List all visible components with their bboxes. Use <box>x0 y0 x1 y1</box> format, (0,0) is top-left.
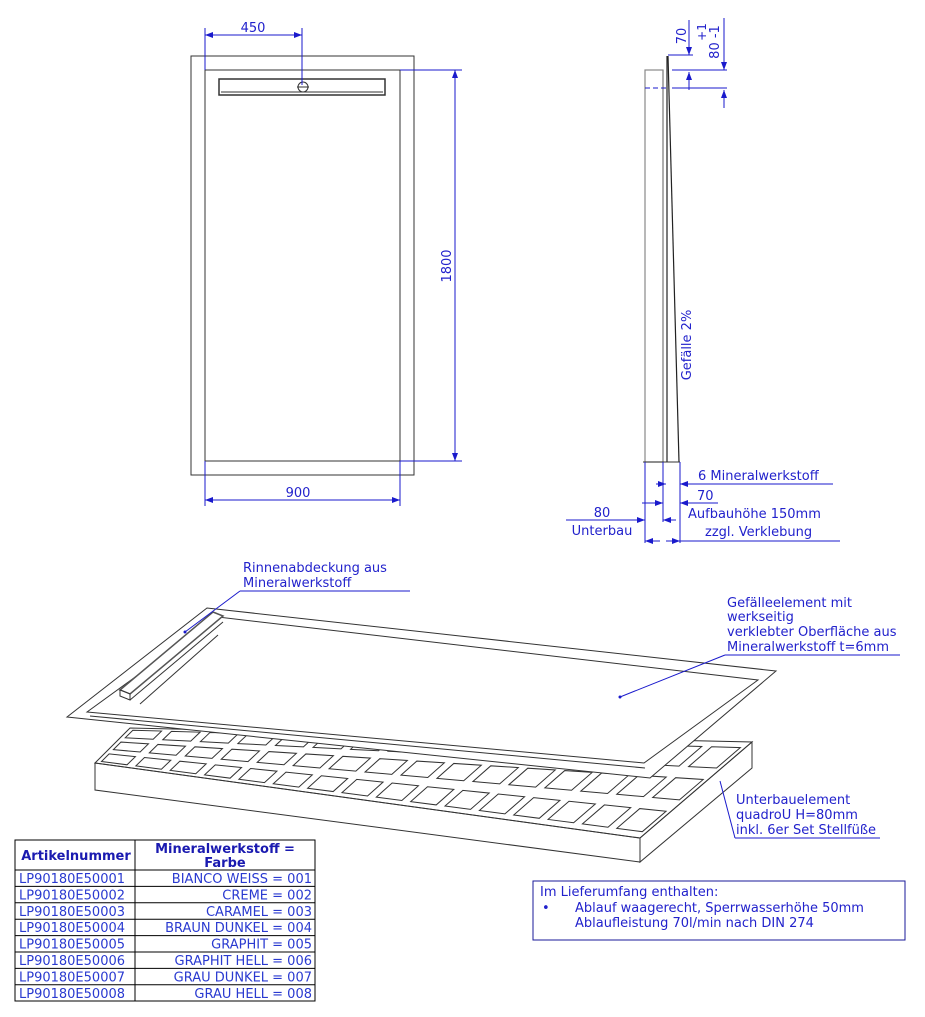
table-row <box>19 970 312 985</box>
grid-hole <box>185 747 222 759</box>
table-row <box>19 905 312 920</box>
tray-inner <box>205 70 400 461</box>
table-row <box>19 921 312 936</box>
material-color: BRAUN DUNKEL = 004 <box>165 921 312 937</box>
grid-hole <box>329 756 370 771</box>
table-row <box>19 872 312 887</box>
scope-line-2: Ablaufleistung 70l/min nach DIN 274 <box>575 916 814 931</box>
dim-80-label: 80 -1 <box>708 25 723 59</box>
material-color: BIANCO WEISS = 001 <box>171 872 312 887</box>
dim-70-top-label: 70 <box>675 27 690 45</box>
article-table <box>15 840 315 1002</box>
svg-text:Gefälleelement mit: Gefälleelement mit <box>727 596 852 611</box>
scope-line-1: Ablauf waagerecht, Sperrwasserhöhe 50mm <box>575 901 864 916</box>
grid-hole <box>113 742 148 752</box>
grid-hole <box>342 779 383 796</box>
grid-hole <box>365 759 407 775</box>
material-color: GRAU HELL = 008 <box>194 986 312 1002</box>
callout-unterbau <box>736 793 876 838</box>
scope-of-delivery-box <box>533 881 905 940</box>
aufbauhoehe-label: Aufbauhöhe 150mm <box>688 507 821 522</box>
mineral-thickness-label: 6 Mineralwerkstoff <box>698 469 819 484</box>
slope-element-surface <box>668 56 679 462</box>
grid-hole <box>163 731 200 741</box>
grid-hole <box>101 754 135 765</box>
dim-450-label: 450 <box>240 21 266 36</box>
header-color: Farbe <box>204 856 246 871</box>
grid-hole <box>221 749 259 761</box>
material-color: GRAU DUNKEL = 007 <box>173 970 312 986</box>
dim-1800-label: 1800 <box>440 249 455 283</box>
svg-text:inkl. 6er Set Stellfüße: inkl. 6er Set Stellfüße <box>736 823 877 838</box>
dim-70-label: 70 <box>697 489 714 504</box>
svg-text:werkseitig: werkseitig <box>727 610 794 625</box>
substructure-section <box>645 70 663 462</box>
svg-text:Mineralwerkstoff t=6mm: Mineralwerkstoff t=6mm <box>727 640 889 655</box>
callout-rinne <box>243 561 387 591</box>
material-color: CREME = 002 <box>222 888 312 904</box>
grid-hole <box>689 747 741 768</box>
article-number: LP90180E50004 <box>19 921 126 937</box>
grid-hole <box>125 730 161 739</box>
grid-hole <box>257 752 296 765</box>
callout-gefaelle <box>727 596 897 655</box>
grid-hole <box>617 809 666 832</box>
dim-80-bottom-label: 80 <box>593 506 611 521</box>
grid-hole <box>170 761 206 774</box>
tray-outline <box>191 56 414 475</box>
header-article-number: Artikelnummer <box>21 849 131 864</box>
grid-hole <box>653 778 704 800</box>
svg-text:Rinnenabdeckung aus: Rinnenabdeckung aus <box>243 561 387 576</box>
svg-text:quadroU H=80mm: quadroU H=80mm <box>736 808 858 823</box>
grid-hole <box>239 768 277 782</box>
grid-hole <box>376 783 418 800</box>
scope-title: Im Lieferumfang enthalten: <box>540 885 719 900</box>
article-number: LP90180E50008 <box>19 986 126 1002</box>
svg-text:Unterbauelement: Unterbauelement <box>736 793 851 808</box>
grid-hole <box>411 787 454 805</box>
slope-label: Gefälle 2% <box>680 309 695 381</box>
article-number: LP90180E50007 <box>19 970 126 986</box>
table-row <box>19 987 312 1002</box>
unterbau-label: Unterbau <box>571 524 633 539</box>
article-number: LP90180E50006 <box>19 954 126 969</box>
verklebung-label: zzgl. Verklebung <box>705 525 813 540</box>
grid-hole <box>136 758 171 770</box>
material-color: GRAPHIT = 005 <box>211 937 312 953</box>
svg-text:Mineralwerkstoff: Mineralwerkstoff <box>243 576 352 591</box>
material-color: GRAPHIT HELL = 006 <box>174 954 312 969</box>
grid-hole <box>445 790 489 809</box>
bullet: • <box>542 901 550 916</box>
grid-hole <box>473 766 518 784</box>
grid-hole <box>437 763 481 780</box>
top-view <box>191 21 462 506</box>
grid-hole <box>308 776 348 792</box>
svg-text:verklebter Oberfläche aus: verklebter Oberfläche aus <box>727 625 897 640</box>
material-color: CARAMEL = 003 <box>205 904 312 920</box>
grid-hole <box>293 754 333 768</box>
article-number: LP90180E50001 <box>19 872 126 887</box>
article-number: LP90180E50005 <box>19 937 126 953</box>
grid-hole <box>273 772 312 787</box>
grid-hole <box>205 765 242 778</box>
article-number: LP90180E50002 <box>19 888 126 904</box>
table-row <box>19 954 312 969</box>
dim-tolerance-label: +1 <box>695 23 709 41</box>
article-number: LP90180E50003 <box>19 904 126 920</box>
grid-hole <box>149 744 185 755</box>
table-row <box>19 938 312 953</box>
dim-900-label: 900 <box>285 486 311 501</box>
grid-hole <box>401 761 444 777</box>
table-row <box>19 888 312 903</box>
header-material: Mineralwerkstoff = <box>155 842 295 857</box>
side-view <box>566 18 840 543</box>
